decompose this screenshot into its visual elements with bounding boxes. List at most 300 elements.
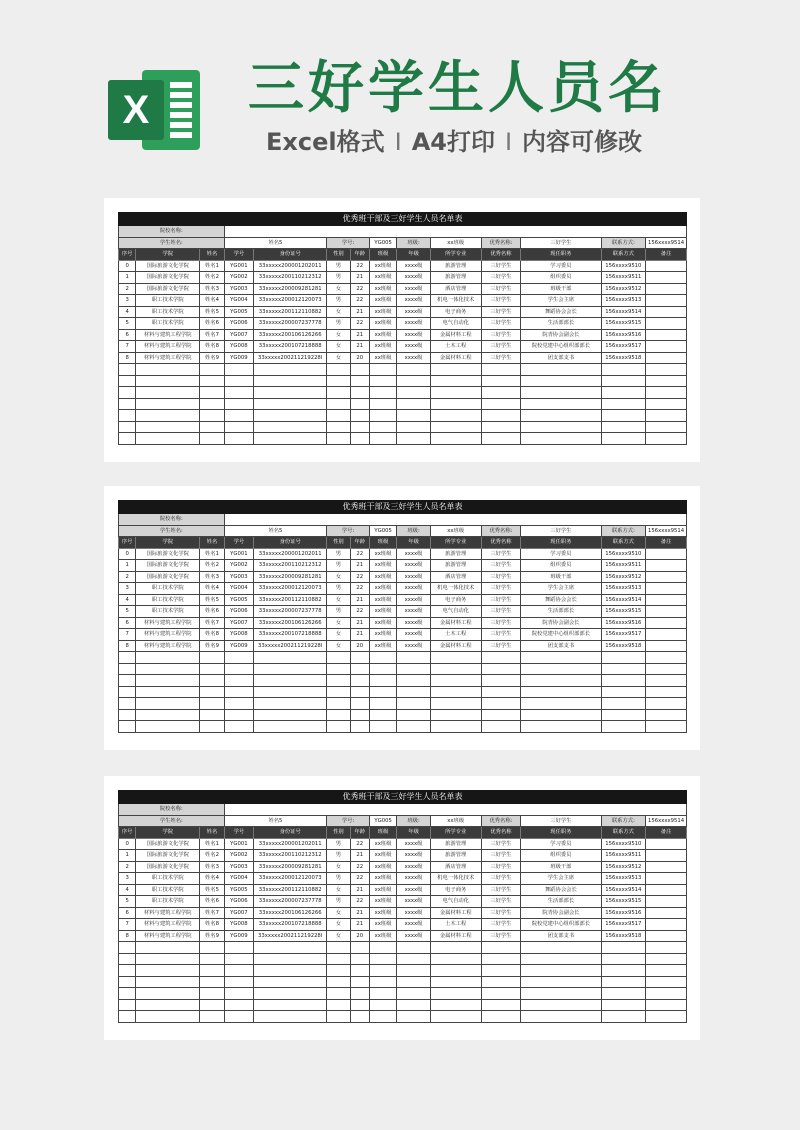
table-cell[interactable]: xx班级 bbox=[369, 560, 396, 572]
empty-cell[interactable] bbox=[200, 398, 224, 410]
table-cell[interactable]: 22 bbox=[350, 318, 369, 330]
empty-cell[interactable] bbox=[136, 999, 200, 1011]
empty-cell[interactable] bbox=[481, 364, 521, 376]
table-cell[interactable]: 国际旅游文化学院 bbox=[136, 272, 200, 284]
table-cell[interactable]: 职工技术学院 bbox=[136, 896, 200, 908]
table-cell[interactable]: 4 bbox=[119, 306, 136, 318]
empty-cell[interactable] bbox=[119, 364, 136, 376]
empty-cell[interactable] bbox=[397, 410, 431, 422]
table-cell[interactable]: xx班级 bbox=[369, 583, 396, 595]
empty-cell[interactable] bbox=[430, 942, 481, 954]
table-cell[interactable]: xx班级 bbox=[369, 838, 396, 850]
table-cell[interactable]: 旅游管理 bbox=[430, 260, 481, 272]
empty-cell[interactable] bbox=[327, 375, 350, 387]
table-cell[interactable]: 生活部部长 bbox=[521, 896, 601, 908]
table-cell[interactable]: 156xxxx9512 bbox=[601, 283, 646, 295]
empty-cell[interactable] bbox=[430, 976, 481, 988]
table-cell[interactable]: 材料与建筑工程学院 bbox=[136, 629, 200, 641]
empty-cell[interactable] bbox=[601, 398, 646, 410]
table-cell[interactable]: 男 bbox=[327, 896, 350, 908]
empty-cell[interactable] bbox=[136, 1011, 200, 1023]
table-cell[interactable]: xx班级 bbox=[369, 295, 396, 307]
empty-cell[interactable] bbox=[254, 686, 327, 698]
table-cell[interactable]: 姓名7 bbox=[200, 329, 224, 341]
table-cell[interactable]: xxxx级 bbox=[397, 306, 431, 318]
class-value[interactable]: xx班级 bbox=[430, 237, 481, 249]
empty-cell[interactable] bbox=[481, 387, 521, 399]
empty-cell[interactable] bbox=[601, 364, 646, 376]
table-cell[interactable]: 21 bbox=[350, 629, 369, 641]
empty-cell[interactable] bbox=[254, 999, 327, 1011]
empty-cell[interactable] bbox=[601, 433, 646, 445]
table-cell[interactable]: 材料与建筑工程学院 bbox=[136, 930, 200, 942]
empty-cell[interactable] bbox=[327, 663, 350, 675]
table-cell[interactable]: 156xxxx9515 bbox=[601, 318, 646, 330]
empty-cell[interactable] bbox=[430, 375, 481, 387]
table-cell[interactable]: xx班级 bbox=[369, 318, 396, 330]
table-cell[interactable]: 5 bbox=[119, 318, 136, 330]
table-cell[interactable]: xxxx级 bbox=[397, 896, 431, 908]
school-value-cell[interactable] bbox=[224, 226, 686, 238]
empty-cell[interactable] bbox=[200, 387, 224, 399]
table-cell[interactable]: 舞蹈协会会长 bbox=[521, 884, 601, 896]
table-cell[interactable]: xxxx级 bbox=[397, 861, 431, 873]
table-cell[interactable]: 姓名6 bbox=[200, 318, 224, 330]
table-cell[interactable]: 33xxxxx200110212312 bbox=[254, 560, 327, 572]
table-cell[interactable]: 三好学生 bbox=[481, 930, 521, 942]
empty-cell[interactable] bbox=[327, 976, 350, 988]
table-cell[interactable]: 职工技术学院 bbox=[136, 606, 200, 618]
table-cell[interactable]: 20 bbox=[350, 930, 369, 942]
table-cell[interactable]: 班级干部 bbox=[521, 283, 601, 295]
table-cell[interactable]: 金属材料工程 bbox=[430, 930, 481, 942]
table-cell[interactable]: 21 bbox=[350, 329, 369, 341]
empty-cell[interactable] bbox=[369, 686, 396, 698]
empty-cell[interactable] bbox=[369, 942, 396, 954]
table-cell[interactable]: 33xxxxx200009281281 bbox=[254, 571, 327, 583]
empty-cell[interactable] bbox=[646, 976, 687, 988]
empty-cell[interactable] bbox=[601, 663, 646, 675]
empty-cell[interactable] bbox=[254, 410, 327, 422]
empty-cell[interactable] bbox=[119, 976, 136, 988]
empty-cell[interactable] bbox=[397, 999, 431, 1011]
table-cell[interactable]: 33xxxxx200012120073 bbox=[254, 295, 327, 307]
table-cell[interactable]: 姓名4 bbox=[200, 873, 224, 885]
table-cell[interactable]: 职工技术学院 bbox=[136, 583, 200, 595]
table-cell[interactable]: 33xxxxx200211219228I bbox=[254, 352, 327, 364]
empty-cell[interactable] bbox=[350, 999, 369, 1011]
table-cell[interactable]: xxxx级 bbox=[397, 560, 431, 572]
table-cell[interactable]: 33xxxxx200112110882 bbox=[254, 884, 327, 896]
table-cell[interactable]: 20 bbox=[350, 640, 369, 652]
table-cell[interactable]: 姓名6 bbox=[200, 896, 224, 908]
table-cell[interactable]: 三好学生 bbox=[481, 838, 521, 850]
table-cell[interactable]: 156xxxx9514 bbox=[601, 884, 646, 896]
table-cell[interactable]: 三好学生 bbox=[481, 606, 521, 618]
table-cell[interactable]: 姓名2 bbox=[200, 272, 224, 284]
table-cell[interactable]: 女 bbox=[327, 884, 350, 896]
empty-cell[interactable] bbox=[350, 410, 369, 422]
empty-cell[interactable] bbox=[200, 652, 224, 664]
table-cell[interactable]: 6 bbox=[119, 329, 136, 341]
empty-cell[interactable] bbox=[430, 988, 481, 1000]
empty-cell[interactable] bbox=[136, 988, 200, 1000]
class-value[interactable]: xx班级 bbox=[430, 525, 481, 537]
empty-cell[interactable] bbox=[397, 387, 431, 399]
empty-cell[interactable] bbox=[397, 988, 431, 1000]
table-cell[interactable]: 电子商务 bbox=[430, 884, 481, 896]
empty-cell[interactable] bbox=[601, 1011, 646, 1023]
table-cell[interactable]: xx班级 bbox=[369, 629, 396, 641]
empty-cell[interactable] bbox=[119, 421, 136, 433]
table-cell[interactable]: 1 bbox=[119, 560, 136, 572]
table-cell[interactable] bbox=[646, 352, 687, 364]
empty-cell[interactable] bbox=[224, 999, 253, 1011]
empty-cell[interactable] bbox=[481, 433, 521, 445]
student-id-value[interactable]: YG005 bbox=[369, 237, 396, 249]
table-cell[interactable]: 学习委员 bbox=[521, 260, 601, 272]
empty-cell[interactable] bbox=[254, 433, 327, 445]
table-cell[interactable]: 材料与建筑工程学院 bbox=[136, 907, 200, 919]
table-cell[interactable]: YG008 bbox=[224, 341, 253, 353]
empty-cell[interactable] bbox=[646, 652, 687, 664]
table-cell[interactable] bbox=[646, 873, 687, 885]
table-cell[interactable]: 姓名8 bbox=[200, 629, 224, 641]
empty-cell[interactable] bbox=[327, 410, 350, 422]
table-cell[interactable]: YG001 bbox=[224, 260, 253, 272]
empty-cell[interactable] bbox=[646, 387, 687, 399]
empty-cell[interactable] bbox=[521, 709, 601, 721]
empty-cell[interactable] bbox=[327, 709, 350, 721]
table-cell[interactable]: 22 bbox=[350, 838, 369, 850]
table-cell[interactable]: 团支部支书 bbox=[521, 930, 601, 942]
table-cell[interactable]: 21 bbox=[350, 594, 369, 606]
empty-cell[interactable] bbox=[369, 988, 396, 1000]
table-cell[interactable]: 姓名4 bbox=[200, 583, 224, 595]
table-cell[interactable] bbox=[646, 272, 687, 284]
table-cell[interactable]: 156xxxx9513 bbox=[601, 295, 646, 307]
empty-cell[interactable] bbox=[119, 398, 136, 410]
table-cell[interactable]: 22 bbox=[350, 583, 369, 595]
honor-value[interactable]: 三好学生 bbox=[521, 815, 601, 827]
table-cell[interactable]: 班级干部 bbox=[521, 571, 601, 583]
empty-cell[interactable] bbox=[430, 686, 481, 698]
table-cell[interactable]: 土木工程 bbox=[430, 919, 481, 931]
table-cell[interactable]: YG005 bbox=[224, 594, 253, 606]
table-cell[interactable]: xxxx级 bbox=[397, 283, 431, 295]
table-cell[interactable]: 三好学生 bbox=[481, 861, 521, 873]
empty-cell[interactable] bbox=[521, 988, 601, 1000]
empty-cell[interactable] bbox=[254, 965, 327, 977]
empty-cell[interactable] bbox=[200, 410, 224, 422]
empty-cell[interactable] bbox=[397, 942, 431, 954]
table-cell[interactable] bbox=[646, 850, 687, 862]
table-cell[interactable]: 土木工程 bbox=[430, 341, 481, 353]
empty-cell[interactable] bbox=[136, 387, 200, 399]
table-cell[interactable]: 姓名9 bbox=[200, 930, 224, 942]
table-cell[interactable]: xxxx级 bbox=[397, 850, 431, 862]
table-cell[interactable]: 姓名2 bbox=[200, 560, 224, 572]
table-cell[interactable]: 旅游管理 bbox=[430, 560, 481, 572]
empty-cell[interactable] bbox=[350, 375, 369, 387]
table-cell[interactable]: 33xxxxx200106126266 bbox=[254, 617, 327, 629]
empty-cell[interactable] bbox=[601, 942, 646, 954]
table-cell[interactable]: xx班级 bbox=[369, 640, 396, 652]
empty-cell[interactable] bbox=[601, 965, 646, 977]
empty-cell[interactable] bbox=[481, 410, 521, 422]
table-cell[interactable]: 三好学生 bbox=[481, 850, 521, 862]
table-cell[interactable]: 33xxxxx200007237778 bbox=[254, 318, 327, 330]
table-cell[interactable]: YG003 bbox=[224, 283, 253, 295]
empty-cell[interactable] bbox=[350, 988, 369, 1000]
table-cell[interactable]: 156xxxx9518 bbox=[601, 352, 646, 364]
table-cell[interactable]: 团支部支书 bbox=[521, 640, 601, 652]
table-cell[interactable]: 22 bbox=[350, 548, 369, 560]
honor-value[interactable]: 三好学生 bbox=[521, 237, 601, 249]
table-cell[interactable]: 男 bbox=[327, 850, 350, 862]
empty-cell[interactable] bbox=[254, 976, 327, 988]
table-cell[interactable]: xxxx级 bbox=[397, 919, 431, 931]
empty-cell[interactable] bbox=[119, 433, 136, 445]
table-cell[interactable]: 三好学生 bbox=[481, 640, 521, 652]
empty-cell[interactable] bbox=[327, 999, 350, 1011]
empty-cell[interactable] bbox=[601, 387, 646, 399]
empty-cell[interactable] bbox=[119, 988, 136, 1000]
empty-cell[interactable] bbox=[350, 721, 369, 733]
school-value-cell[interactable] bbox=[224, 804, 686, 816]
table-cell[interactable]: 姓名9 bbox=[200, 352, 224, 364]
table-cell[interactable]: 男 bbox=[327, 606, 350, 618]
empty-cell[interactable] bbox=[481, 999, 521, 1011]
empty-cell[interactable] bbox=[397, 709, 431, 721]
empty-cell[interactable] bbox=[521, 375, 601, 387]
empty-cell[interactable] bbox=[200, 421, 224, 433]
table-cell[interactable]: 156xxxx9516 bbox=[601, 329, 646, 341]
table-cell[interactable]: 男 bbox=[327, 583, 350, 595]
empty-cell[interactable] bbox=[350, 698, 369, 710]
table-cell[interactable]: xxxx级 bbox=[397, 260, 431, 272]
empty-cell[interactable] bbox=[601, 698, 646, 710]
table-cell[interactable]: 材料与建筑工程学院 bbox=[136, 617, 200, 629]
empty-cell[interactable] bbox=[481, 663, 521, 675]
empty-cell[interactable] bbox=[521, 421, 601, 433]
table-cell[interactable]: 酒店管理 bbox=[430, 571, 481, 583]
empty-cell[interactable] bbox=[521, 398, 601, 410]
empty-cell[interactable] bbox=[521, 999, 601, 1011]
table-cell[interactable]: 156xxxx9512 bbox=[601, 861, 646, 873]
empty-cell[interactable] bbox=[481, 942, 521, 954]
table-cell[interactable]: 33xxxxx200110212312 bbox=[254, 272, 327, 284]
table-cell[interactable]: xx班级 bbox=[369, 283, 396, 295]
empty-cell[interactable] bbox=[327, 721, 350, 733]
table-cell[interactable]: 材料与建筑工程学院 bbox=[136, 919, 200, 931]
empty-cell[interactable] bbox=[369, 398, 396, 410]
table-cell[interactable] bbox=[646, 617, 687, 629]
table-cell[interactable]: 女 bbox=[327, 341, 350, 353]
table-cell[interactable]: xx班级 bbox=[369, 272, 396, 284]
empty-cell[interactable] bbox=[119, 387, 136, 399]
table-cell[interactable]: xx班级 bbox=[369, 907, 396, 919]
table-cell[interactable]: YG008 bbox=[224, 629, 253, 641]
empty-cell[interactable] bbox=[350, 1011, 369, 1023]
empty-cell[interactable] bbox=[254, 721, 327, 733]
table-cell[interactable]: 22 bbox=[350, 861, 369, 873]
empty-cell[interactable] bbox=[646, 698, 687, 710]
empty-cell[interactable] bbox=[601, 976, 646, 988]
table-cell[interactable]: 8 bbox=[119, 352, 136, 364]
table-cell[interactable]: 三好学生 bbox=[481, 548, 521, 560]
table-cell[interactable]: 21 bbox=[350, 919, 369, 931]
empty-cell[interactable] bbox=[327, 953, 350, 965]
empty-cell[interactable] bbox=[481, 721, 521, 733]
table-cell[interactable]: 学生会主席 bbox=[521, 873, 601, 885]
table-cell[interactable]: 7 bbox=[119, 629, 136, 641]
table-cell[interactable]: 156xxxx9515 bbox=[601, 606, 646, 618]
table-cell[interactable]: 姓名7 bbox=[200, 907, 224, 919]
table-cell[interactable]: 材料与建筑工程学院 bbox=[136, 640, 200, 652]
table-cell[interactable]: 姓名3 bbox=[200, 283, 224, 295]
empty-cell[interactable] bbox=[350, 953, 369, 965]
empty-cell[interactable] bbox=[521, 410, 601, 422]
table-cell[interactable]: 22 bbox=[350, 295, 369, 307]
table-cell[interactable]: 姓名9 bbox=[200, 640, 224, 652]
table-cell[interactable]: 33xxxxx200107218888 bbox=[254, 629, 327, 641]
table-cell[interactable]: 33xxxxx200112110882 bbox=[254, 594, 327, 606]
table-cell[interactable]: 职工技术学院 bbox=[136, 318, 200, 330]
table-cell[interactable] bbox=[646, 930, 687, 942]
empty-cell[interactable] bbox=[254, 698, 327, 710]
empty-cell[interactable] bbox=[136, 965, 200, 977]
empty-cell[interactable] bbox=[254, 652, 327, 664]
table-cell[interactable]: 22 bbox=[350, 873, 369, 885]
table-cell[interactable]: 院校党建中心组织部部长 bbox=[521, 629, 601, 641]
table-cell[interactable]: 材料与建筑工程学院 bbox=[136, 329, 200, 341]
empty-cell[interactable] bbox=[136, 953, 200, 965]
empty-cell[interactable] bbox=[200, 1011, 224, 1023]
empty-cell[interactable] bbox=[224, 675, 253, 687]
empty-cell[interactable] bbox=[200, 375, 224, 387]
table-cell[interactable]: 33xxxxx200012120073 bbox=[254, 873, 327, 885]
table-cell[interactable]: 0 bbox=[119, 548, 136, 560]
table-cell[interactable]: 三好学生 bbox=[481, 341, 521, 353]
class-value[interactable]: xx班级 bbox=[430, 815, 481, 827]
table-cell[interactable]: 三好学生 bbox=[481, 919, 521, 931]
empty-cell[interactable] bbox=[646, 421, 687, 433]
empty-cell[interactable] bbox=[136, 976, 200, 988]
empty-cell[interactable] bbox=[601, 675, 646, 687]
table-cell[interactable]: 电子商务 bbox=[430, 306, 481, 318]
empty-cell[interactable] bbox=[119, 375, 136, 387]
table-cell[interactable]: YG009 bbox=[224, 930, 253, 942]
table-cell[interactable]: 三好学生 bbox=[481, 629, 521, 641]
table-cell[interactable]: 33xxxxx200107218888 bbox=[254, 919, 327, 931]
table-cell[interactable]: 33xxxxx200211219228I bbox=[254, 640, 327, 652]
empty-cell[interactable] bbox=[397, 953, 431, 965]
empty-cell[interactable] bbox=[136, 663, 200, 675]
student-name-value[interactable]: 姓名5 bbox=[224, 237, 327, 249]
table-cell[interactable] bbox=[646, 919, 687, 931]
empty-cell[interactable] bbox=[521, 953, 601, 965]
empty-cell[interactable] bbox=[119, 698, 136, 710]
table-cell[interactable]: 舞蹈协会会长 bbox=[521, 594, 601, 606]
table-cell[interactable]: 156xxxx9512 bbox=[601, 571, 646, 583]
empty-cell[interactable] bbox=[200, 721, 224, 733]
empty-cell[interactable] bbox=[350, 398, 369, 410]
table-cell[interactable]: 156xxxx9518 bbox=[601, 930, 646, 942]
honor-value[interactable]: 三好学生 bbox=[521, 525, 601, 537]
empty-cell[interactable] bbox=[327, 942, 350, 954]
empty-cell[interactable] bbox=[369, 698, 396, 710]
empty-cell[interactable] bbox=[481, 965, 521, 977]
table-cell[interactable]: 男 bbox=[327, 873, 350, 885]
table-cell[interactable]: 三好学生 bbox=[481, 352, 521, 364]
table-cell[interactable] bbox=[646, 341, 687, 353]
contact-value[interactable]: 156xxxx9514 bbox=[646, 525, 687, 537]
table-cell[interactable]: 156xxxx9517 bbox=[601, 341, 646, 353]
empty-cell[interactable] bbox=[200, 976, 224, 988]
table-cell[interactable]: 33xxxxx200110212312 bbox=[254, 850, 327, 862]
empty-cell[interactable] bbox=[397, 965, 431, 977]
table-cell[interactable]: 33xxxxx200007237778 bbox=[254, 606, 327, 618]
table-cell[interactable]: xx班级 bbox=[369, 861, 396, 873]
table-cell[interactable]: xx班级 bbox=[369, 571, 396, 583]
table-cell[interactable]: YG005 bbox=[224, 884, 253, 896]
empty-cell[interactable] bbox=[646, 953, 687, 965]
table-cell[interactable]: 2 bbox=[119, 861, 136, 873]
empty-cell[interactable] bbox=[430, 421, 481, 433]
empty-cell[interactable] bbox=[136, 942, 200, 954]
table-cell[interactable]: 8 bbox=[119, 640, 136, 652]
table-cell[interactable]: 33xxxxx200001202011 bbox=[254, 838, 327, 850]
table-cell[interactable]: 机电一体化技术 bbox=[430, 583, 481, 595]
empty-cell[interactable] bbox=[224, 433, 253, 445]
table-cell[interactable]: xx班级 bbox=[369, 930, 396, 942]
empty-cell[interactable] bbox=[136, 686, 200, 698]
empty-cell[interactable] bbox=[119, 652, 136, 664]
empty-cell[interactable] bbox=[200, 988, 224, 1000]
empty-cell[interactable] bbox=[327, 1011, 350, 1023]
empty-cell[interactable] bbox=[327, 398, 350, 410]
empty-cell[interactable] bbox=[601, 686, 646, 698]
table-cell[interactable]: 电气自动化 bbox=[430, 318, 481, 330]
table-cell[interactable]: 国际旅游文化学院 bbox=[136, 571, 200, 583]
empty-cell[interactable] bbox=[430, 364, 481, 376]
table-cell[interactable]: 学习委员 bbox=[521, 838, 601, 850]
table-cell[interactable]: 女 bbox=[327, 907, 350, 919]
table-cell[interactable]: 156xxxx9511 bbox=[601, 850, 646, 862]
table-cell[interactable] bbox=[646, 318, 687, 330]
empty-cell[interactable] bbox=[136, 375, 200, 387]
empty-cell[interactable] bbox=[119, 410, 136, 422]
table-cell[interactable]: 男 bbox=[327, 560, 350, 572]
table-cell[interactable]: 22 bbox=[350, 260, 369, 272]
table-cell[interactable]: 旅游管理 bbox=[430, 850, 481, 862]
table-cell[interactable]: 职工技术学院 bbox=[136, 873, 200, 885]
table-cell[interactable]: 姓名5 bbox=[200, 594, 224, 606]
table-cell[interactable]: 33xxxxx200112110882 bbox=[254, 306, 327, 318]
table-cell[interactable]: 材料与建筑工程学院 bbox=[136, 341, 200, 353]
empty-cell[interactable] bbox=[350, 709, 369, 721]
table-cell[interactable]: 姓名1 bbox=[200, 548, 224, 560]
empty-cell[interactable] bbox=[119, 709, 136, 721]
empty-cell[interactable] bbox=[521, 652, 601, 664]
empty-cell[interactable] bbox=[397, 364, 431, 376]
empty-cell[interactable] bbox=[397, 721, 431, 733]
table-cell[interactable]: 国际旅游文化学院 bbox=[136, 260, 200, 272]
empty-cell[interactable] bbox=[350, 686, 369, 698]
empty-cell[interactable] bbox=[254, 953, 327, 965]
table-cell[interactable]: 机电一体化技术 bbox=[430, 873, 481, 885]
